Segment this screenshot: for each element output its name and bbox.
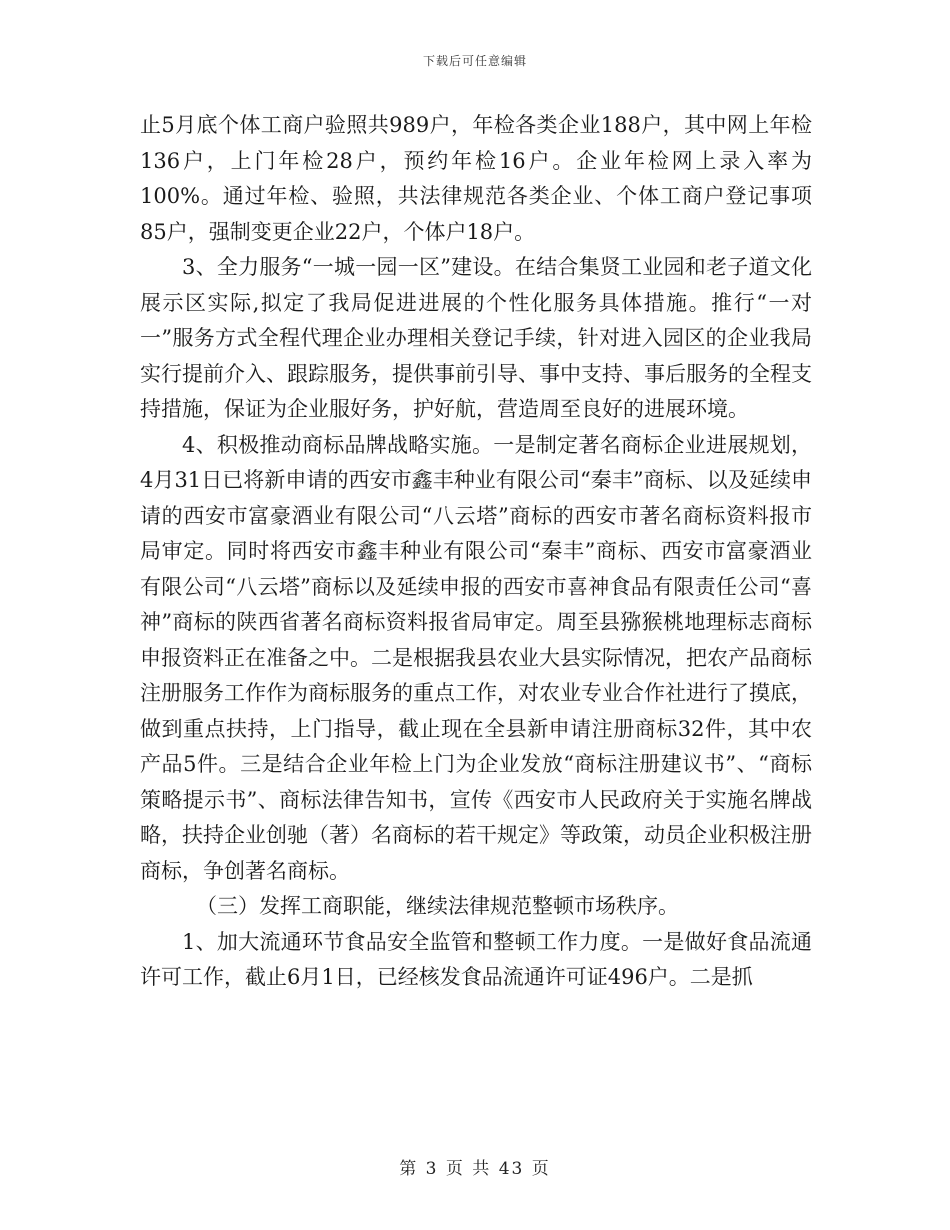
paragraph-service-construction: 3、全力服务“一城一园一区”建设。在结合集贤工业园和老子道文化展示区实际,拟定了我局促进进展的个性化服务具体措施。推行“一对一”服务方式全程代理企业办理相关登记手续，针对进入园区的企业我局实行提前介入、跟踪服务，提供事前引导、事中支持、事后服务的全程支持措施，保证为企业服好务，护好航，营造周至良好的进展环境。 xyxy=(140,255,812,421)
paragraph-food-safety: 1、加大流通环节食品安全监管和整顿工作力度。一是做好食品流通许可工作，截止6月1日，已经核发食品流通许可证496户。二是抓 xyxy=(140,929,812,989)
page-header: 下载后可任意编辑 xyxy=(422,54,527,68)
document-body xyxy=(140,108,812,996)
paragraph-trademark-strategy: 4、积极推动商标品牌战略实施。一是制定著名商标企业进展规划，4月31日已将新申请的西安市鑫丰种业有限公司“秦丰”商标、以及延续申请的西安市富豪酒业有限公司“八云塔”商标的西安市著名商标资料报市局审定。同时将西安市鑫丰种业有限公司“秦丰”商标、西安市富豪酒业有限公司“八云塔”商标以及延续申报的西安市喜神食品有限责任公司“喜神”商标的陕西省著名商标资料报省局审定。周至县猕猴桃地理标志商标申报资料正在准备之中。二是根据我县农业大县实际情况，把农产品商标注册服务工作作为商标服务的重点工作，对农业专业合作社进行了摸底，做到重点扶持，上门指导，截止现在全县新申请注册商标32件，其中农产品5件。三是结合企业年检上门为企业发放“商标注册建议书”、“商标策略提示书”、商标法律告知书，宣传《西安市人民政府关于实施名牌战略，扶持企业创驰（著）名商标的若干规定》等政策，动员企业积极注册商标，争创著名商标。 xyxy=(140,432,812,883)
paragraph-license-inspection: 止5月底个体工商户验照共989户，年检各类企业188户，其中网上年检136户，上门年检28户，预约年检16户。企业年检网上录入率为100%。通过年检、验照，共法律规范各类企业、个体工商户登记事项85户，强制变更企业22户，个体户18户。 xyxy=(140,113,812,244)
section-heading-market-order: （三）发挥工商职能，继续法律规范整顿市场秩序。 xyxy=(196,894,679,918)
page-number-footer: 第 3 页 共 43 页 xyxy=(399,1159,551,1179)
